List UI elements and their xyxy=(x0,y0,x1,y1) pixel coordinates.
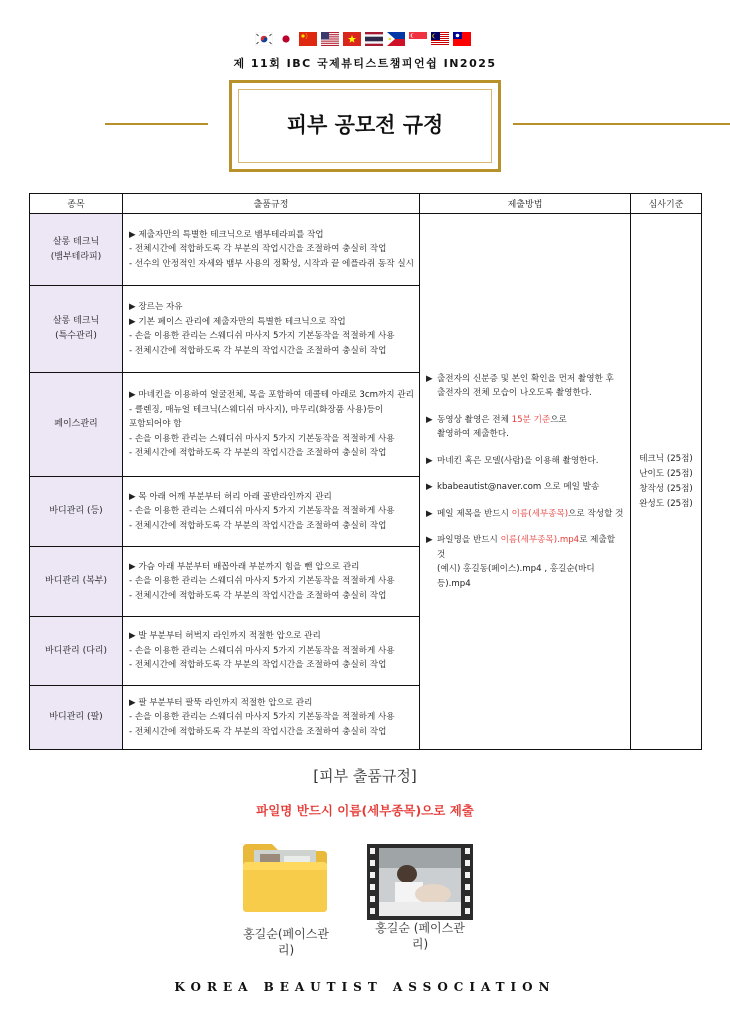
folder-icon xyxy=(240,842,330,918)
event-title: 제 11회 IBC 국제뷰티스트챔피언쉽 IN2025 xyxy=(233,57,497,70)
method-item: ▶ kbabeautist@naver.com 으로 메일 발송 xyxy=(426,482,600,493)
category-cell: 바디관리 (등) xyxy=(30,477,123,547)
usa-flag xyxy=(321,32,339,46)
method-item: ▶ 마네킨 혹은 모델(사람)을 이용해 촬영한다. xyxy=(426,455,599,466)
japan-flag xyxy=(277,32,295,46)
right-gold-line xyxy=(513,123,730,125)
category-cell: 살롱 테크닉 (특수관리) xyxy=(30,286,123,373)
korea-flag xyxy=(255,32,273,46)
malaysia-flag xyxy=(431,32,449,46)
section-heading: [피부 출품규정] xyxy=(313,767,417,785)
method-item: ▶ 메일 제목을 반드시 이름(세부종목)으로 작성할 것 xyxy=(426,508,624,519)
china-flag xyxy=(299,32,317,46)
header-criteria: 심사기준 xyxy=(631,194,702,214)
singapore-flag xyxy=(409,32,427,46)
rule-cell: ▶ 팔 부분부터 팔뚝 라인까지 적절한 압으로 관리 - 손을 이용한 관리는 스웨디쉬 마사지 5가지 기본동작을 적절하게 사용 - 전체시간에 적합하도록 각 부분의 작업시간을 조절하여 충실히 작업 xyxy=(123,686,420,750)
philippines-flag xyxy=(387,32,405,46)
method-item: ▶ 출전자의 신분증 및 본인 확인을 먼저 촬영한 후 출전자의 전체 모습이 나오도록 촬영한다. xyxy=(426,373,614,399)
rule-cell: ▶ 마네킨을 이용하여 얼굴전체, 목을 포함하여 데콜테 아래로 3cm까지 관리 - 클렌징, 매뉴얼 테크닉(스웨디쉬 마사지), 마무리(화장품 사용)등이 포함되어야 함 - 손을 이용한 관리는 스웨디쉬 마사지 5가지 기본동작을 적절하게 사용 - 전체시간에 적합하도록 각 부분의 작업시간을 조절하여 충실히 작업 xyxy=(123,373,420,477)
table-header-row xyxy=(30,194,702,214)
thailand-flag xyxy=(365,32,383,46)
folder-caption: 홍길순(페이스관 리) xyxy=(243,927,329,957)
method-item: ▶ 파일명을 반드시 이름(세부종목).mp4로 제출할 것 (예시) 홍길동(페이스).mp4 , 홍길순(바디등).mp4 xyxy=(426,535,616,589)
filename-notice: 파일명 반드시 이름(세부종목)으로 제출 xyxy=(256,803,474,818)
page-title: 피부 공모전 규정 xyxy=(286,113,444,137)
category-cell: 페이스관리 xyxy=(30,373,123,477)
vietnam-flag xyxy=(343,32,361,46)
taiwan-flag xyxy=(453,32,471,46)
category-cell: 살롱 테크닉 (뱀부테라피) xyxy=(30,214,123,286)
rule-cell: ▶ 제출자만의 특별한 테크닉으로 뱀부테라피를 작업 - 전체시간에 적합하도록 각 부분의 작업시간을 조절하여 충실히 작업 - 선수의 안정적인 자세와 뱀부 사용의 정확성, 시작과 끝 에플라쥐 동작 실시 xyxy=(123,214,420,286)
footer-association: KOREA BEAUTIST ASSOCIATION xyxy=(174,980,556,994)
method-cell xyxy=(420,214,631,750)
rule-cell: ▶ 가슴 아래 부분부터 배꼽아래 부분까지 힘을 뺀 압으로 관리 - 손을 이용한 관리는 스웨디쉬 마사지 5가지 기본동작을 적절하게 사용 - 전체시간에 적합하도록 각 부분의 작업시간을 조절하여 충실히 작업 xyxy=(123,547,420,617)
rule-cell: ▶ 장르는 자유 ▶ 기본 페이스 관리에 제출자만의 특별한 테크닉으로 작업 - 손을 이용한 관리는 스웨디쉬 마사지 5가지 기본동작을 적절하게 사용 - 전체시간에 적합하도록 각 부분의 작업시간을 조절하여 충실히 작업 xyxy=(123,286,420,373)
left-gold-line xyxy=(105,123,208,125)
table-row xyxy=(30,214,702,286)
header-rules: 출품규정 xyxy=(123,194,420,214)
method-item: ▶ 동영상 촬영은 전체 15분 기준으로 촬영하여 제출한다. xyxy=(426,414,567,440)
video-caption: 홍길순 (페이스관 리) xyxy=(375,921,465,951)
category-cell: 바디관리 (복부) xyxy=(30,547,123,617)
criteria-cell: 테크닉 (25점) 난이도 (25점) 창작성 (25점) 완성도 (25점) xyxy=(631,214,702,750)
category-cell: 바디관리 (다리) xyxy=(30,617,123,686)
header-method: 제출방법 xyxy=(420,194,631,214)
header-category: 종목 xyxy=(30,194,123,214)
category-cell: 바디관리 (팔) xyxy=(30,686,123,750)
rules-table xyxy=(29,193,702,750)
rule-cell: ▶ 목 아래 어깨 부분부터 허리 아래 골반라인까지 관리 - 손을 이용한 관리는 스웨디쉬 마사지 5가지 기본동작을 적절하게 사용 - 전체시간에 적합하도록 각 부분의 작업시간을 조절하여 충실히 작업 xyxy=(123,477,420,547)
rule-cell: ▶ 발 부분부터 허벅지 라인까지 적절한 압으로 관리 - 손을 이용한 관리는 스웨디쉬 마사지 5가지 기본동작을 적절하게 사용 - 전체시간에 적합하도록 각 부분의 작업시간을 조절하여 충실히 작업 xyxy=(123,617,420,686)
country-flags xyxy=(255,32,471,46)
video-thumbnail-icon xyxy=(367,844,473,924)
